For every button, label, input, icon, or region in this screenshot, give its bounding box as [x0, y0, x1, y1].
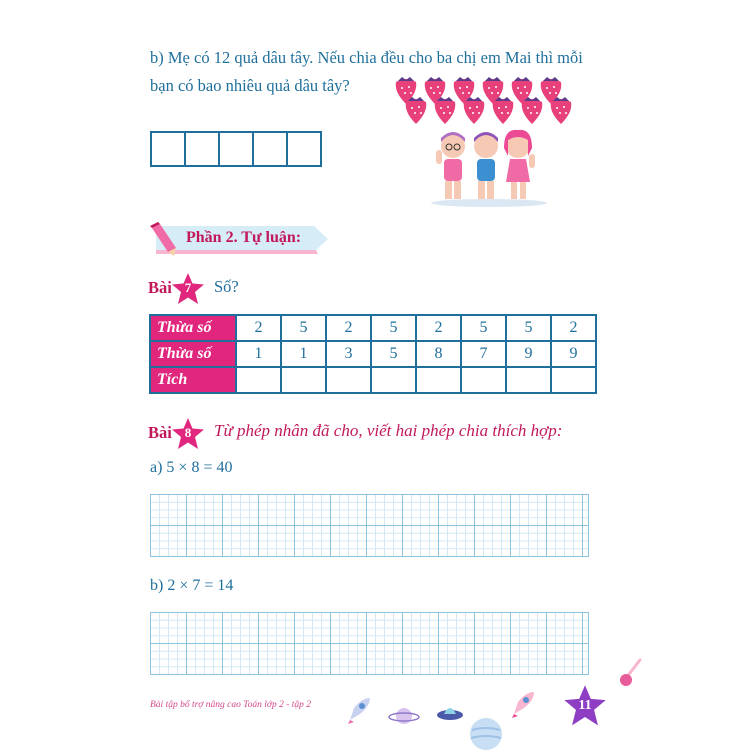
table-cell: 2 — [326, 315, 371, 341]
table-cell: 9 — [551, 341, 596, 367]
problem-b-line2: bạn có bao nhiêu quả dâu tây? — [150, 76, 350, 95]
strawberries-illustration — [388, 72, 580, 128]
bai7-number: 7 — [184, 280, 192, 295]
bai7-label: Bài — [148, 278, 172, 297]
rocket-icon — [508, 690, 538, 720]
table-cell: 2 — [236, 315, 281, 341]
writing-grid-a[interactable] — [150, 494, 589, 557]
bai8-label: Bài — [148, 423, 172, 442]
row-header: Thừa số — [150, 315, 236, 341]
answer-cell[interactable] — [326, 367, 371, 393]
bai8-star-badge — [171, 417, 205, 451]
bai8-number: 8 — [184, 425, 192, 440]
table-row — [150, 315, 596, 341]
planet-icon — [388, 705, 420, 727]
kids-illustration — [424, 126, 554, 210]
answer-cell[interactable] — [551, 367, 596, 393]
answer-box[interactable] — [286, 131, 322, 167]
table-cell: 3 — [326, 341, 371, 367]
table-row — [150, 367, 596, 393]
answer-box[interactable] — [252, 131, 288, 167]
strawberry-icon — [464, 97, 485, 124]
table-cell: 5 — [371, 341, 416, 367]
page-number: 11 — [578, 698, 592, 713]
table-cell: 5 — [461, 315, 506, 341]
table-cell: 5 — [506, 315, 551, 341]
table-cell: 1 — [236, 341, 281, 367]
strawberry-icon — [493, 97, 514, 124]
row-header: Thừa số — [150, 341, 236, 367]
table-cell: 8 — [416, 341, 461, 367]
strawberry-icon — [551, 97, 572, 124]
table-cell: 7 — [461, 341, 506, 367]
table-cell: 2 — [416, 315, 461, 341]
answer-cell[interactable] — [506, 367, 551, 393]
bai7-star-badge — [171, 272, 205, 306]
planet-icon — [468, 716, 504, 750]
answer-cell[interactable] — [236, 367, 281, 393]
table-cell: 5 — [371, 315, 416, 341]
section-title: Phần 2. Tự luận: — [186, 229, 302, 246]
answer-cell[interactable] — [371, 367, 416, 393]
bai8-part-b: b) 2 × 7 = 14 — [150, 577, 234, 594]
writing-grid-b[interactable] — [150, 612, 589, 675]
table-row — [150, 341, 596, 367]
bai8-prompt: Từ phép nhân đã cho, viết hai phép chia thích hợp: — [214, 421, 563, 440]
table-cell: 1 — [281, 341, 326, 367]
strawberry-icon — [522, 97, 543, 124]
answer-cell[interactable] — [281, 367, 326, 393]
comet-icon — [618, 658, 644, 688]
answer-cell[interactable] — [461, 367, 506, 393]
strawberry-icon — [406, 97, 427, 124]
problem-b-line1: b) Mẹ có 12 quả dâu tây. Nếu chia đều cho ba chị em Mai thì mỗi — [150, 48, 583, 67]
row-header: Tích — [150, 367, 236, 393]
rocket-icon — [344, 696, 374, 726]
bai8-part-a: a) 5 × 8 = 40 — [150, 459, 233, 476]
answer-box[interactable] — [218, 131, 254, 167]
strawberry-icon — [435, 97, 456, 124]
multiplication-table — [149, 314, 597, 394]
answer-box[interactable] — [184, 131, 220, 167]
answer-boxes — [150, 131, 322, 167]
page-number-badge — [563, 684, 607, 728]
footer-book-title: Bài tập bổ trợ nâng cao Toán lớp 2 - tập 2 — [150, 700, 312, 710]
table-cell: 2 — [551, 315, 596, 341]
table-cell: 9 — [506, 341, 551, 367]
answer-box[interactable] — [150, 131, 186, 167]
answer-cell[interactable] — [416, 367, 461, 393]
ufo-icon — [436, 702, 464, 724]
table-cell: 5 — [281, 315, 326, 341]
bai7-prompt: Số? — [214, 277, 239, 296]
